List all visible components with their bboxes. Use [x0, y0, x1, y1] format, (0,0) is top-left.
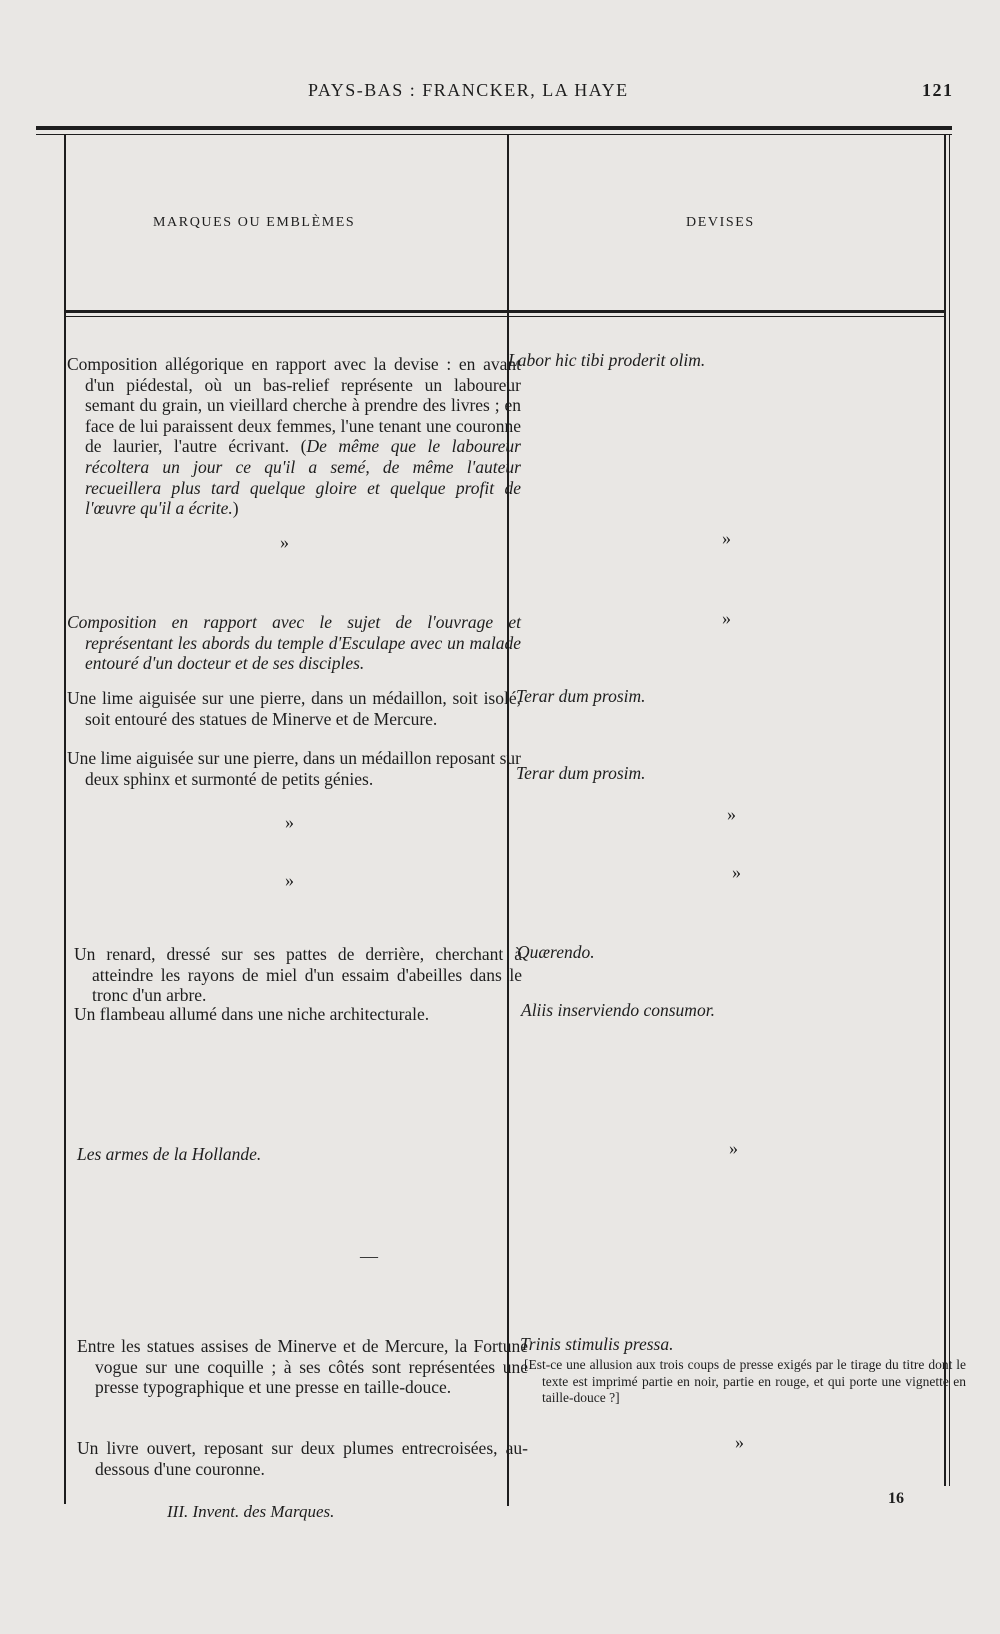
mark-entry-9: Un flambeau allumé dans une niche architecturale.: [74, 1004, 430, 1024]
motto-entry-6-ditto: »: [727, 804, 736, 824]
mark-entry-11-dash: —: [360, 1246, 378, 1266]
sheet-number: 16: [888, 1490, 904, 1507]
signature-line: III. Invent. des Marques.: [167, 1502, 335, 1521]
column-divider: [507, 134, 509, 1506]
left-vertical-rule: [64, 134, 66, 1504]
mark-entry-1-italic: De même que le laboureur récoltera un jour ce qu'il a semé, de même l'auteur recueillera plus tard quelque gloire et quelque profit de l'œuvre qu'il a écrite.: [85, 436, 521, 519]
top-rule-thin: [36, 134, 952, 135]
right-vertical-rule: [944, 134, 946, 1486]
column-header-marks: MARQUES OU EMBLÈMES: [153, 215, 356, 230]
column-header-mottos: DEVISES: [686, 215, 755, 230]
mark-entry-8: Un renard, dressé sur ses pattes de derrière, cherchant à atteindre les rayons de miel d'un essaim d'abeilles dans le tronc d'un arbre.: [74, 944, 522, 1006]
right-vertical-rule-outer: [949, 134, 950, 1486]
mark-entry-10: Les armes de la Hollande.: [77, 1144, 262, 1164]
motto-entry-2-ditto: »: [722, 528, 731, 548]
mark-entry-13: Un livre ouvert, reposant sur deux plumes entrecroisées, au-dessous d'une couronne.: [77, 1438, 528, 1479]
header-rule: [66, 310, 944, 313]
top-rule-thick: [36, 126, 952, 130]
motto-entry-9: Aliis inserviendo consumor.: [521, 1000, 715, 1020]
motto-entry-5: Terar dum prosim.: [516, 763, 646, 783]
mark-entry-6-ditto: »: [285, 812, 294, 832]
motto-entry-8: Quærendo.: [517, 942, 595, 962]
mark-entry-12: Entre les statues assises de Minerve et de Mercure, la Fortune vogue sur une coquille ; à ses côtés sont représentées une presse typographique et une presse en taille-douce.: [77, 1336, 528, 1398]
mark-entry-4: Une lime aiguisée sur une pierre, dans un médaillon, soit isolé, soit entouré des statues de Minerve et de Mercure.: [67, 688, 521, 729]
motto-entry-4: Terar dum prosim.: [516, 686, 646, 706]
motto-entry-3-ditto: »: [722, 608, 731, 628]
motto-entry-1: Labor hic tibi proderit olim.: [508, 350, 706, 370]
mark-entry-1: [67, 354, 521, 519]
motto-entry-12: Trinis stimulis pressa.: [520, 1334, 674, 1354]
motto-entry-13-ditto: »: [735, 1432, 744, 1452]
motto-entry-10-ditto: »: [729, 1138, 738, 1158]
mark-entry-3: Composition en rapport avec le sujet de l'ouvrage et représentant les abords du temple d'Esculape avec un malade entouré d'un docteur et de ses disciples.: [67, 612, 521, 674]
motto-entry-12-note: [Est-ce une allusion aux trois coups de presse exigés par le tirage du titre dont le texte est imprimé partie en noir, partie en rouge, et qui porte une vignette en taille-douce ?]: [524, 1357, 966, 1405]
mark-entry-1-close: ): [232, 498, 239, 519]
motto-entry-7-ditto: »: [732, 862, 741, 882]
mark-entry-2-ditto: »: [280, 532, 289, 552]
mark-entry-5: Une lime aiguisée sur une pierre, dans un médaillon reposant sur deux sphinx et surmonté de petits génies.: [67, 748, 521, 789]
mark-entry-7-ditto: »: [285, 870, 294, 890]
header-rule-thin: [66, 316, 944, 317]
running-title: PAYS-BAS : FRANCKER, LA HAYE: [308, 80, 629, 100]
page-number: 121: [922, 80, 954, 100]
mark-entry-1-text: Composition allégorique en rapport avec la devise : en avant d'un piédestal, où un bas-relief représente un laboureur semant du grain, un vieillard cherche à prendre des livres ; en face de lui paraissent deux femmes, l'une tenant une couronne de laurier, l'autre écrivant. (: [67, 354, 521, 457]
